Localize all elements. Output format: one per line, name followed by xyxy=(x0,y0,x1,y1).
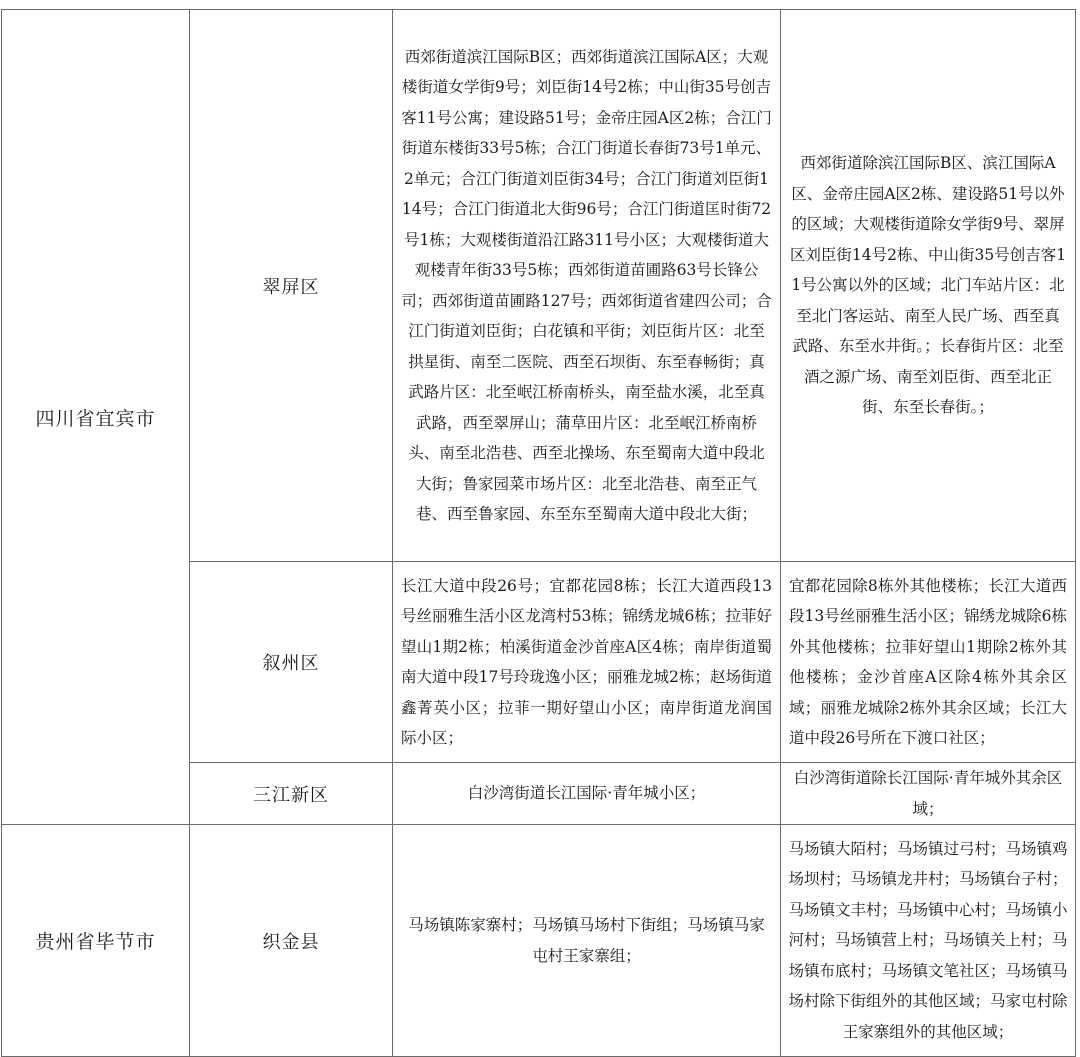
district-cell-xuzhou: 叙州区 xyxy=(190,562,393,763)
low-risk-text: 西郊街道除滨江国际B区、滨江国际A区、金帝庄园A区2栋、建设路51号以外的区域；大观楼街道除女学街9号、翠屏区刘臣街14号2栋、中山街35号创吉客11号公寓以外的区域；北门车站片区：北至北门客运站、南至人民广场、西至真武路、东至水井街。；长春街片区：北至酒之源广场、南至刘臣街、西至北正街、东至长春街。； xyxy=(789,154,1067,417)
district-cell-zhijin: 织金县 xyxy=(190,825,393,1057)
low-risk-text: 马场镇大陌村；马场镇过弓村；马场镇鸡场坝村；马场镇龙井村；马场镇台子村；马场镇文丰村；马场镇中心村；马场镇小河村；马场镇营上村；马场镇关上村；马场镇布底村；马场镇文笔社区；马场镇马场村除下街组外的其他区域；马家屯村除王家寨组外的其他区域； xyxy=(788,839,1068,1041)
high-risk-cell-xuzhou xyxy=(393,562,781,763)
low-risk-text: 宜都花园除8栋外其他楼栋；长江大道西段13号丝丽雅生活小区；锦绣龙城除6栋外其他楼栋；拉菲好望山1期除2栋外其他楼栋；金沙首座A区除4栋外其余区域；丽雅龙城除2栋外其余区域；长江大道中段26号所在下渡口社区； xyxy=(789,576,1067,747)
high-risk-cell-cuiping xyxy=(393,10,781,562)
high-risk-text: 长江大道中段26号；宜都花园8栋；长江大道西段13号丝丽雅生活小区龙湾村53栋；锦绣龙城6栋；拉菲好望山1期2栋；柏溪街道金沙首座A区4栋；南岸街道蜀南大道中段17号玲珑逸小区；丽雅龙城2栋；赵场街道鑫菁英小区；拉菲一期好望山小区；南岸街道龙润国际小区； xyxy=(401,576,772,747)
high-risk-cell-zhijin xyxy=(393,825,781,1057)
high-risk-text: 马场镇陈家寨村；马场镇马场村下街组；马场镇马家屯村王家寨组； xyxy=(408,916,765,965)
district-cell-sanjiang: 三江新区 xyxy=(190,763,393,825)
table-row xyxy=(2,825,1076,1057)
low-risk-cell-cuiping xyxy=(781,10,1076,562)
risk-area-table xyxy=(1,9,1076,1057)
high-risk-text: 白沙湾街道长江国际·青年城小区； xyxy=(467,784,706,803)
low-risk-cell-zhijin xyxy=(781,825,1076,1057)
city-cell-yibin: 四川省宜宾市 xyxy=(2,10,190,825)
high-risk-cell-sanjiang xyxy=(393,763,781,825)
low-risk-cell-sanjiang xyxy=(781,763,1076,825)
city-cell-bijie: 贵州省毕节市 xyxy=(2,825,190,1057)
low-risk-cell-xuzhou xyxy=(781,562,1076,763)
table-row xyxy=(2,10,1076,562)
district-cell-cuiping: 翠屏区 xyxy=(190,10,393,562)
high-risk-text: 西郊街道滨江国际B区；西郊街道滨江国际A区；大观楼街道女学街9号；刘臣街14号2栋；中山街35号创吉客11号公寓；建设路51号；金帝庄园A区2栋；合江门街道东楼街33号5栋；合江门街道长春街73号1单元、2单元；合江门街道刘臣街34号；合江门街道刘臣街114号；合江门街道北大街96号；合江门街道匡时街72号1栋；大观楼街道沿江路311号小区；大观楼街道大观楼青年街33号5栋；西郊街道苗圃路63号长锋公司；西郊街道苗圃路127号；西郊街道省建四公司；合江门街道刘臣街；白花镇和平街；刘臣街片区：北至拱星街、南至二医院、西至石坝街、东至春畅街；真武路片区：北至岷江桥南桥头，南至盐水溪，北至真武路，西至翠屏山；蒲草田片区：北至岷江桥南桥头、南至北浩巷、西至北操场、东至蜀南大道中段北大街；鲁家园菜市场片区：北至北浩巷、南至正气巷、西至鲁家园、东至东至蜀南大道中段北大街； xyxy=(401,47,772,523)
low-risk-text: 白沙湾街道除长江国际·青年城外其余区域； xyxy=(793,769,1063,818)
